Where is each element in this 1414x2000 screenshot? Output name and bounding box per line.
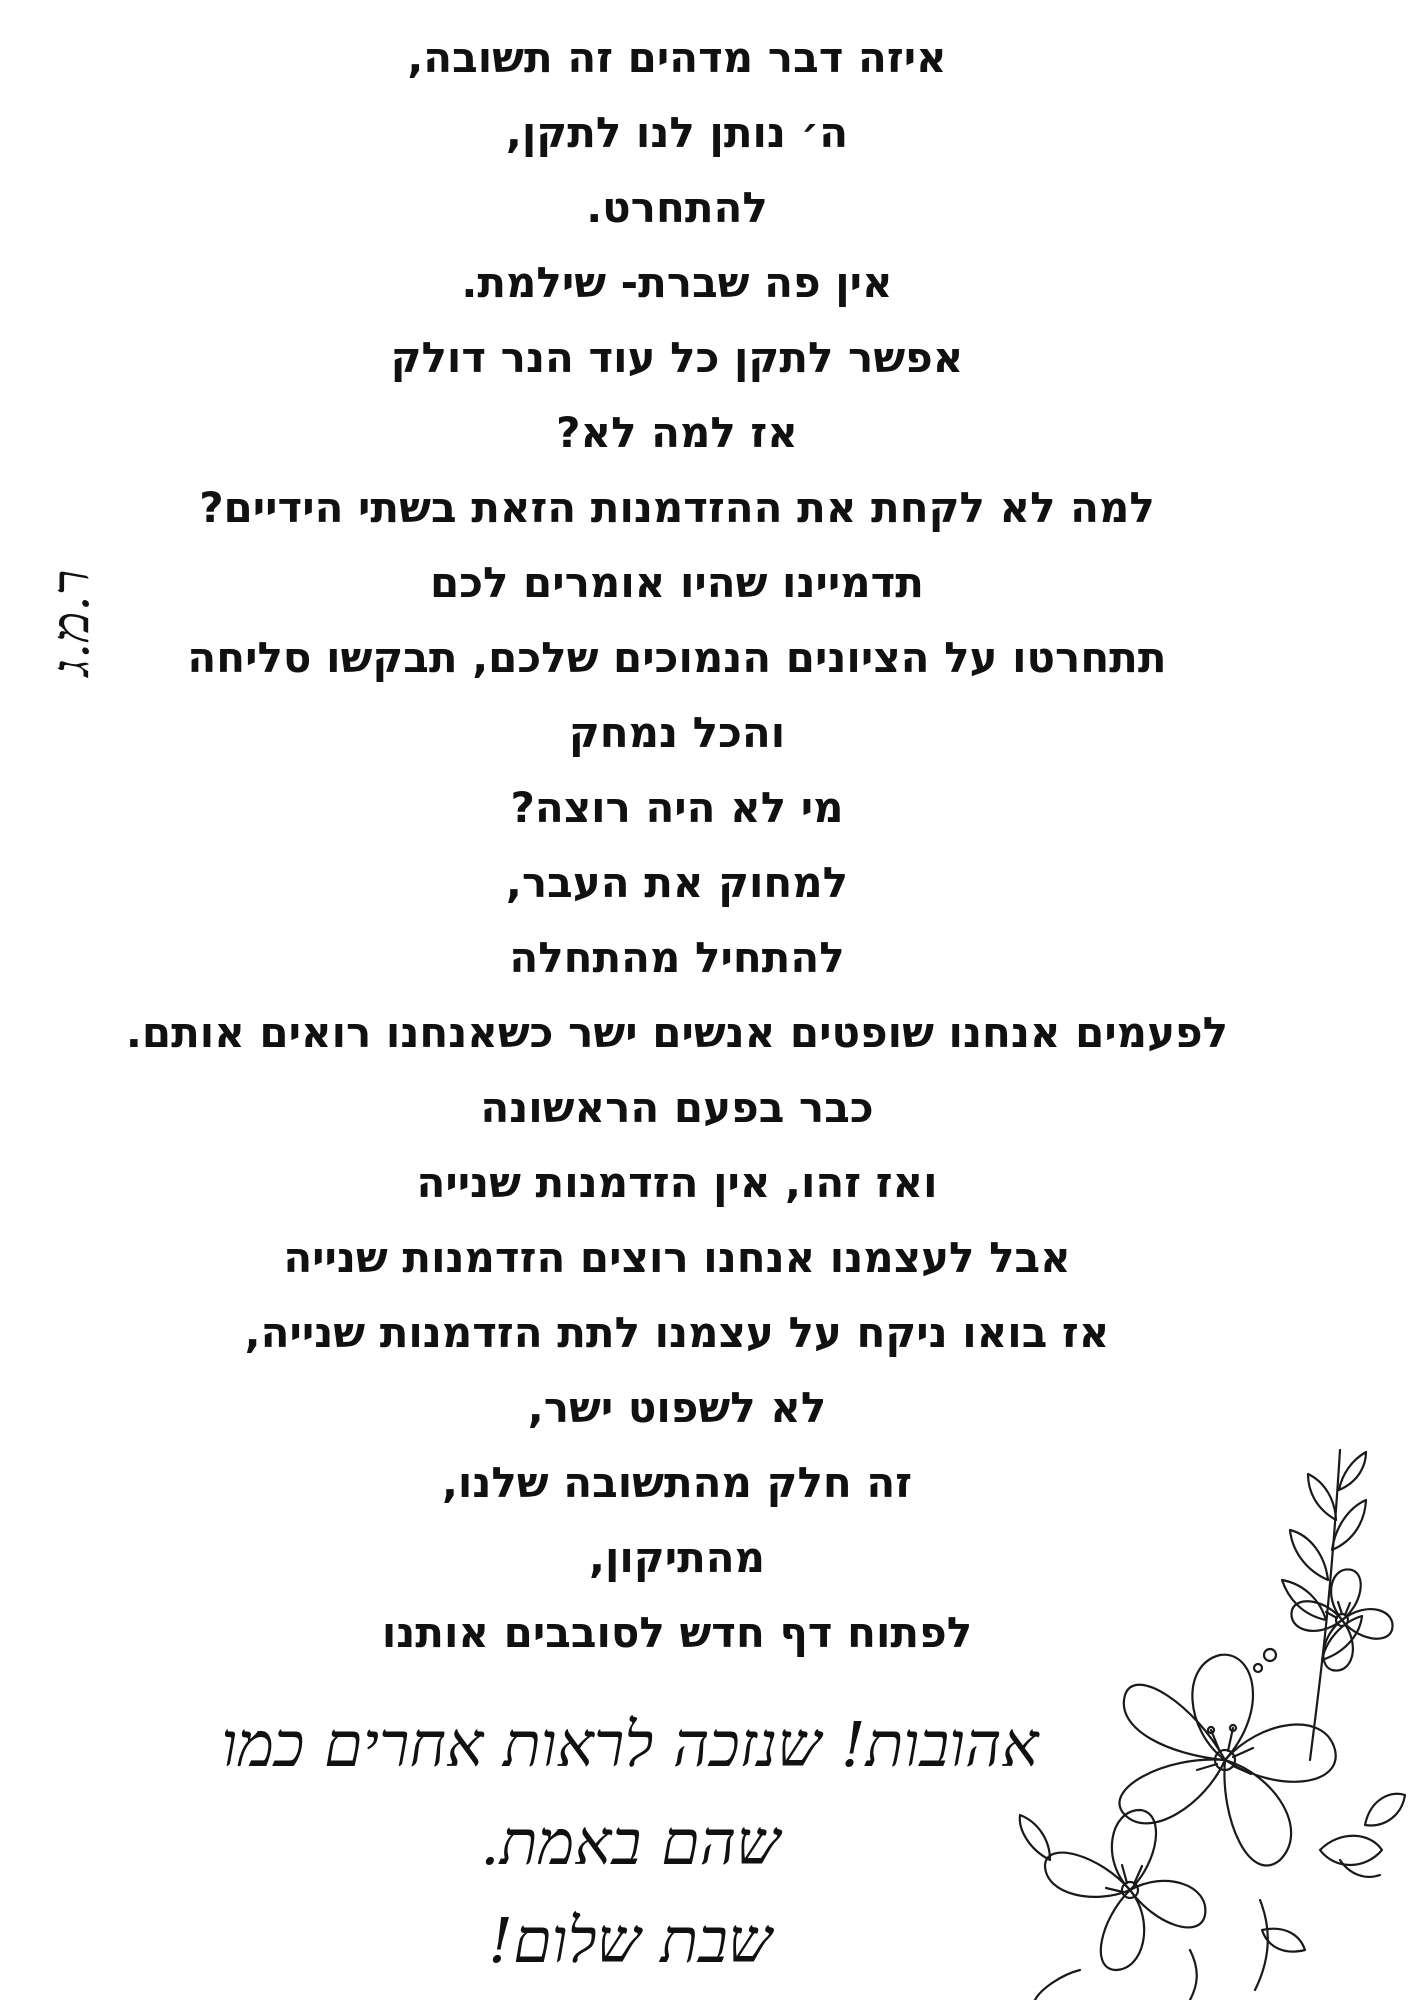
poem-line: להתחיל מהתחלה bbox=[509, 933, 845, 982]
closing-line: שהם באמת. bbox=[480, 1806, 780, 1879]
poem-line: ה׳ נותן לנו לתקן, bbox=[505, 108, 849, 157]
poem-line: לפתוח דף חדש לסובבים אותנו bbox=[381, 1608, 973, 1657]
poem-line: תדמיינו שהיו אומרים לכם bbox=[429, 558, 925, 607]
poem-line: איזה דבר מדהים זה תשובה, bbox=[407, 33, 947, 82]
poem-line: אין פה שברת- שילמת. bbox=[461, 258, 893, 307]
shabbat-greeting: שבת שלום! bbox=[488, 1904, 772, 1977]
poem-line: ואז זהו, אין הזדמנות שנייה bbox=[416, 1158, 938, 1207]
poem-line: לא לשפוט ישר, bbox=[527, 1383, 827, 1432]
poem-line: והכל נמחק bbox=[568, 708, 786, 757]
signature-text: ר.מ.ג bbox=[41, 569, 101, 677]
poem-line: להתחרט. bbox=[586, 183, 768, 232]
poem-line: מהתיקון, bbox=[588, 1533, 766, 1582]
poem-line: למחוק את העבר, bbox=[505, 858, 849, 907]
closing-message bbox=[180, 1700, 1080, 1994]
author-signature bbox=[36, 548, 106, 698]
poem-line: אז למה לא? bbox=[556, 408, 798, 457]
poem-line: תתחרטו על הציונים הנמוכים שלכם, תבקשו סליחה bbox=[187, 633, 1167, 682]
poem-line: אז בואו ניקח על עצמנו לתת הזדמנות שנייה, bbox=[244, 1308, 1110, 1357]
poem-line: כבר בפעם הראשונה bbox=[480, 1083, 874, 1132]
poem-line: לפעמים אנחנו שופטים אנשים ישר כשאנחנו רואים אותם. bbox=[125, 1008, 1229, 1057]
poem-line: אפשר לתקן כל עוד הנר דולק bbox=[390, 333, 964, 382]
poem-line: למה לא לקחת את ההזדמנות הזאת בשתי הידיים? bbox=[199, 483, 1155, 532]
closing-line: אהובות! שנזכה לראות אחרים כמו bbox=[221, 1708, 1039, 1781]
poem-line: מי לא היה רוצה? bbox=[510, 783, 844, 832]
poem-line: אבל לעצמנו אנחנו רוצים הזדמנות שנייה bbox=[283, 1233, 1071, 1282]
poem-line: זה חלק מהתשובה שלנו, bbox=[441, 1458, 913, 1507]
